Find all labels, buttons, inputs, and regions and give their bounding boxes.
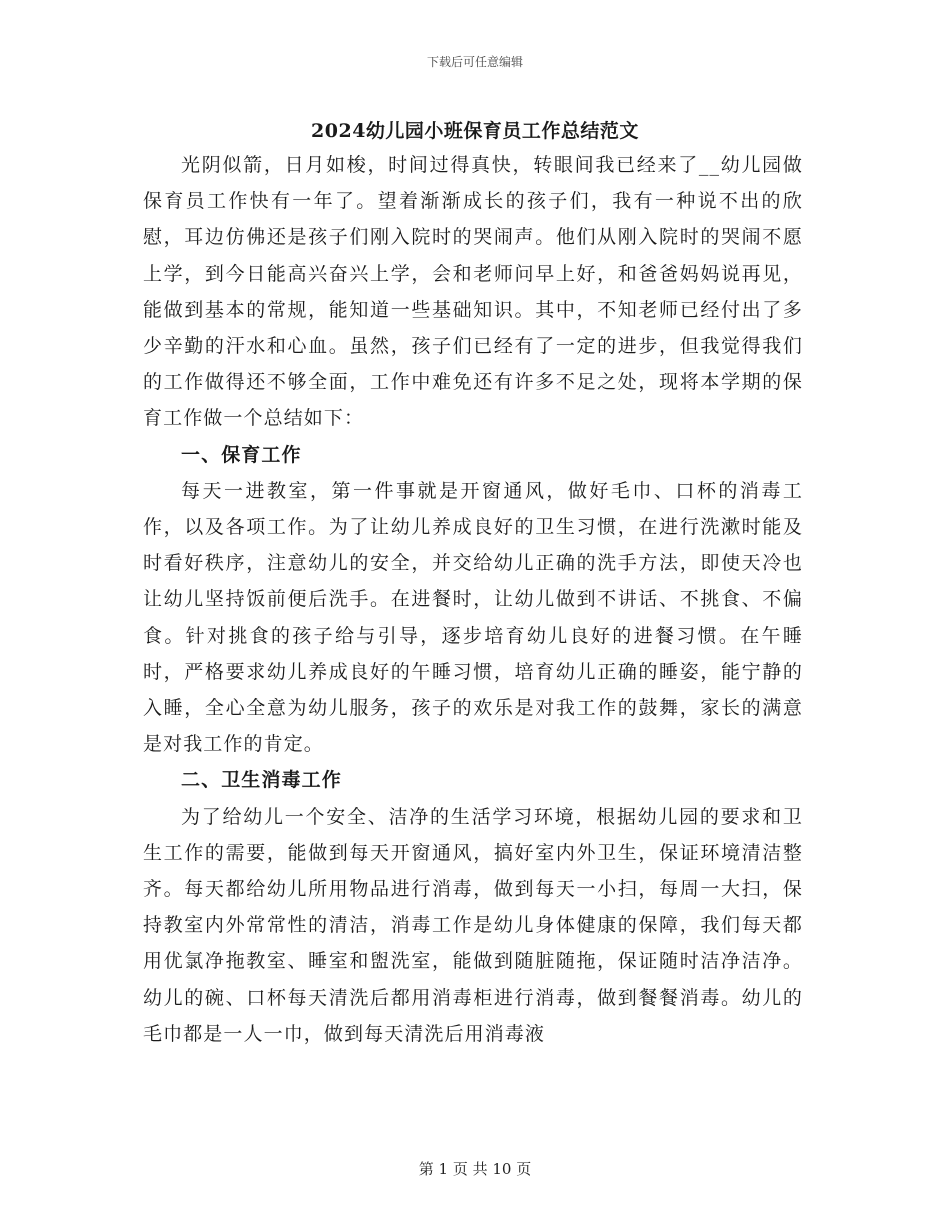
page-header-note: 下载后可任意编辑 <box>426 55 523 69</box>
document-body <box>143 147 803 1052</box>
page-number-footer: 第 1 页 共 10 页 <box>418 1160 532 1178</box>
document-title: 2024幼儿园小班保育员工作总结范文 <box>311 120 639 142</box>
section-paragraph-hygiene: 为了给幼儿一个安全、洁净的生活学习环境，根据幼儿园的要求和卫生工作的需要，能做到每天开窗通风，搞好室内外卫生，保证环境清洁整齐。每天都给幼儿所用物品进行消毒，做到每天一小扫，每周一大扫，保持教室内外常常性的清洁，消毒工作是幼儿身体健康的保障，我们每天都用优氯净拖教室、睡室和盥洗室，能做到随脏随拖，保证随时洁净洁净。幼儿的碗、口杯每天清洗后都用消毒柜进行消毒，做到餐餐消毒。幼儿的毛巾都是一人一巾，做到每天清洗后用消毒液 <box>143 805 803 1045</box>
section-heading-hygiene: 二、卫生消毒工作 <box>181 769 342 792</box>
section-heading-care: 一、保育工作 <box>181 443 302 466</box>
section-paragraph-care: 每天一进教室，第一件事就是开窗通风，做好毛巾、口杯的消毒工作，以及各项工作。为了让幼儿养成良好的卫生习惯，在进行洗漱时能及时看好秩序，注意幼儿的安全，并交给幼儿正确的洗手方法，即使天冷也让幼儿坚持饭前便后洗手。在进餐时，让幼儿做到不讲话、不挑食、不偏食。针对挑食的孩子给与引导，逐步培育幼儿良好的进餐习惯。在午睡时，严格要求幼儿养成良好的午睡习惯，培育幼儿正确的睡姿，能宁静的入睡，全心全意为幼儿服务，孩子的欢乐是对我工作的鼓舞，家长的满意是对我工作的肯定。 <box>143 479 803 756</box>
intro-paragraph: 光阴似箭，日月如梭，时间过得真快，转眼间我已经来了__幼儿园做保育员工作快有一年了。望着渐渐成长的孩子们，我有一种说不出的欣慰，耳边仿佛还是孩子们刚入院时的哭闹声。他们从刚入院时的哭闹不愿上学，到今日能高兴奋兴上学，会和老师问早上好，和爸爸妈妈说再见，能做到基本的常规，能知道一些基础知识。其中，不知老师已经付出了多少辛勤的汗水和心血。虽然，孩子们已经有了一定的进步，但我觉得我们的工作做得还不够全面，工作中难免还有许多不足之处，现将本学期的保育工作做一个总结如下： <box>143 154 803 430</box>
